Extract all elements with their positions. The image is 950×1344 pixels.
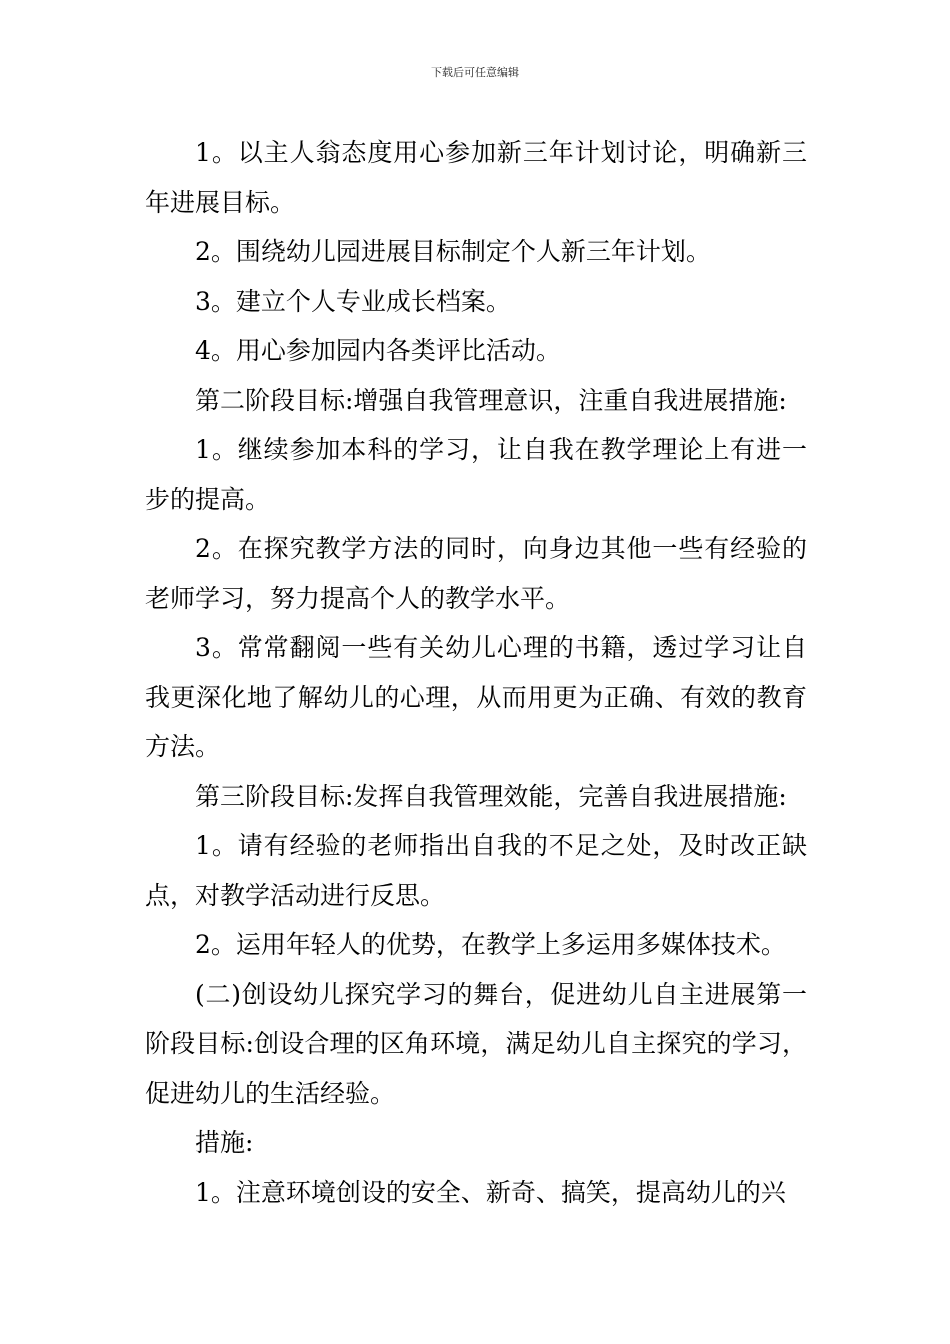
paragraph: 措施: bbox=[195, 1128, 254, 1157]
paragraph: (二)创设幼儿探究学习的舞台，促进幼儿自主进展第一阶段目标:创设合理的区角环境，满足幼儿自主探究的学习，促进幼儿的生活经验。 bbox=[145, 979, 807, 1108]
paragraph: 1。请有经验的老师指出自我的不足之处，及时改正缺点，对教学活动进行反思。 bbox=[145, 831, 807, 910]
section-heading: 第二阶段目标:增强自我管理意识，注重自我进展措施: bbox=[195, 385, 787, 415]
document-body bbox=[145, 128, 807, 1217]
paragraph: 2。运用年轻人的优势，在教学上多运用多媒体技术。 bbox=[195, 930, 786, 959]
page-header: 下载后可任意编辑 bbox=[431, 66, 519, 79]
paragraph: 3。建立个人专业成长档案。 bbox=[195, 286, 511, 316]
paragraph: 4。用心参加园内各类评比活动。 bbox=[195, 336, 561, 365]
paragraph: 2。围绕幼儿园进展目标制定个人新三年计划。 bbox=[195, 237, 711, 266]
paragraph: 1。注意环境创设的安全、新奇、搞笑，提高幼儿的兴 bbox=[195, 1177, 786, 1207]
paragraph: 1。以主人翁态度用心参加新三年计划讨论，明确新三年进展目标。 bbox=[145, 138, 807, 217]
paragraph: 2。在探究教学方法的同时，向身边其他一些有经验的老师学习，努力提高个人的教学水平。 bbox=[145, 534, 807, 613]
paragraph: 1。继续参加本科的学习，让自我在教学理论上有进一步的提高。 bbox=[145, 435, 807, 514]
paragraph: 3。常常翻阅一些有关幼儿心理的书籍，透过学习让自我更深化地了解幼儿的心理，从而用更为正确、有效的教育方法。 bbox=[145, 633, 807, 761]
section-heading: 第三阶段目标:发挥自我管理效能，完善自我进展措施: bbox=[195, 781, 787, 811]
